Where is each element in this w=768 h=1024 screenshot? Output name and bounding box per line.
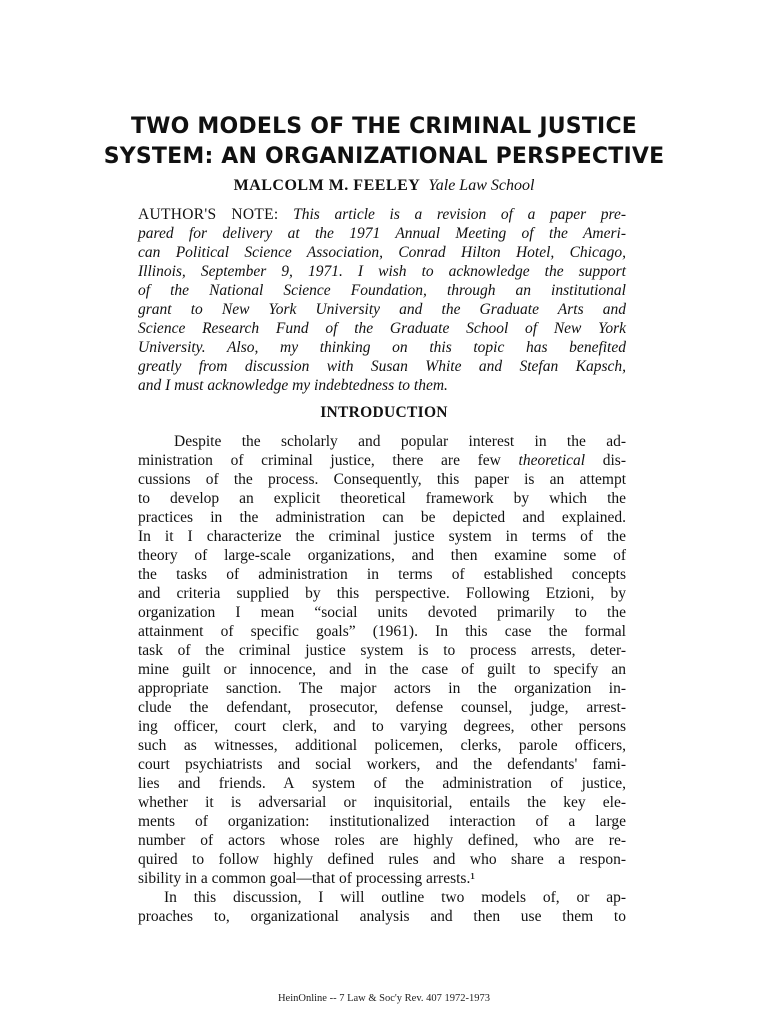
title-line-2: SYSTEM: AN ORGANIZATIONAL PERSPECTIVE bbox=[103, 144, 665, 169]
page-footer-citation: HeinOnline -- 7 Law & Soc'y Rev. 407 1972-1973 bbox=[277, 993, 491, 1004]
paragraph-line: Despite the scholarly and popular interest in the ad- bbox=[174, 433, 626, 450]
paragraph-line: task of the criminal justice system is to process arrests, deter- bbox=[138, 642, 626, 659]
paragraph-line: proaches to, organizational analysis and then use them to bbox=[138, 908, 626, 925]
author-affiliation: Yale Law School bbox=[428, 177, 535, 194]
paragraph-line: whether it is adversarial or inquisitorial, entails the key ele- bbox=[138, 794, 626, 811]
section-heading: INTRODUCTION bbox=[320, 404, 448, 421]
authors-note-line: can Political Science Association, Conrad Hilton Hotel, Chicago, bbox=[138, 244, 626, 261]
authors-note-line: and I must acknowledge my indebtedness to them. bbox=[138, 377, 448, 394]
paragraph-line: ments of organization: institutionalized interaction of a large bbox=[138, 813, 626, 830]
paragraph-line: court psychiatrists and social workers, and the defendants' fami- bbox=[138, 756, 626, 773]
paragraph-line: In this discussion, I will outline two models of, or ap- bbox=[164, 889, 626, 906]
paragraph-line: cussions of the process. Consequently, this paper is an attempt bbox=[138, 471, 626, 488]
paragraph-line: In it I characterize the criminal justice system in terms of the bbox=[138, 528, 626, 545]
author-name: MALCOLM M. FEELEY bbox=[233, 177, 421, 194]
paragraph-line: lies and friends. A system of the administration of justice, bbox=[138, 775, 626, 792]
paragraph-line: quired to follow highly defined rules and who share a respon- bbox=[138, 851, 626, 868]
paragraph-line: to develop an explicit theoretical framework by which the bbox=[138, 490, 626, 507]
authors-note-line: pared for delivery at the 1971 Annual Meeting of the Ameri- bbox=[138, 225, 626, 242]
article-title bbox=[0, 112, 768, 172]
paragraph-line: and criteria supplied by this perspective. Following Etzioni, by bbox=[138, 585, 626, 602]
authors-note-line: grant to New York University and the Graduate Arts and bbox=[138, 301, 626, 318]
authors-note-line: AUTHOR'S NOTE: This article is a revision of a paper pre- bbox=[138, 206, 627, 223]
paragraph-line: number of actors whose roles are highly defined, who are re- bbox=[138, 832, 626, 849]
title-line-1: TWO MODELS OF THE CRIMINAL JUSTICE bbox=[130, 114, 638, 139]
paragraph-line: mine guilt or innocence, and in the case of guilt to specify an bbox=[138, 661, 626, 678]
paragraph-line: organization I mean “social units devoted primarily to the bbox=[138, 604, 626, 621]
author-line bbox=[0, 176, 768, 196]
authors-note-label: AUTHOR'S NOTE: bbox=[138, 206, 279, 223]
introduction-body bbox=[138, 432, 626, 926]
paragraph-line: theory of large-scale organizations, and then examine some of bbox=[138, 547, 626, 564]
authors-note-line: Illinois, September 9, 1971. I wish to acknowledge the support bbox=[138, 263, 626, 280]
paragraph-line: attainment of specific goals” (1961). In this case the formal bbox=[138, 623, 626, 640]
paragraph-line: clude the defendant, prosecutor, defense counsel, judge, arrest- bbox=[138, 699, 626, 716]
paragraph-line: practices in the administration can be depicted and explained. bbox=[138, 509, 626, 526]
paragraph-line: appropriate sanction. The major actors in the organization in- bbox=[138, 680, 626, 697]
authors-note-line: Science Research Fund of the Graduate School of New York bbox=[138, 320, 626, 337]
authors-note-line: University. Also, my thinking on this topic has benefited bbox=[138, 339, 626, 356]
paragraph-line: ing officer, court clerk, and to varying degrees, other persons bbox=[138, 718, 626, 735]
paragraph-line: sibility in a common goal—that of processing arrests.¹ bbox=[138, 870, 475, 887]
authors-note bbox=[138, 205, 626, 395]
paragraph-line: the tasks of administration in terms of established concepts bbox=[138, 566, 626, 583]
paragraph-line: such as witnesses, additional policemen, clerks, parole officers, bbox=[138, 737, 626, 754]
emphasis-theoretical: theoretical bbox=[518, 452, 586, 469]
authors-note-line: of the National Science Foundation, through an institutional bbox=[138, 282, 626, 299]
authors-note-line: greatly from discussion with Susan White and Stefan Kapsch, bbox=[138, 358, 626, 375]
paragraph-line: ministration of criminal justice, there are few theoretical dis- bbox=[138, 452, 626, 469]
